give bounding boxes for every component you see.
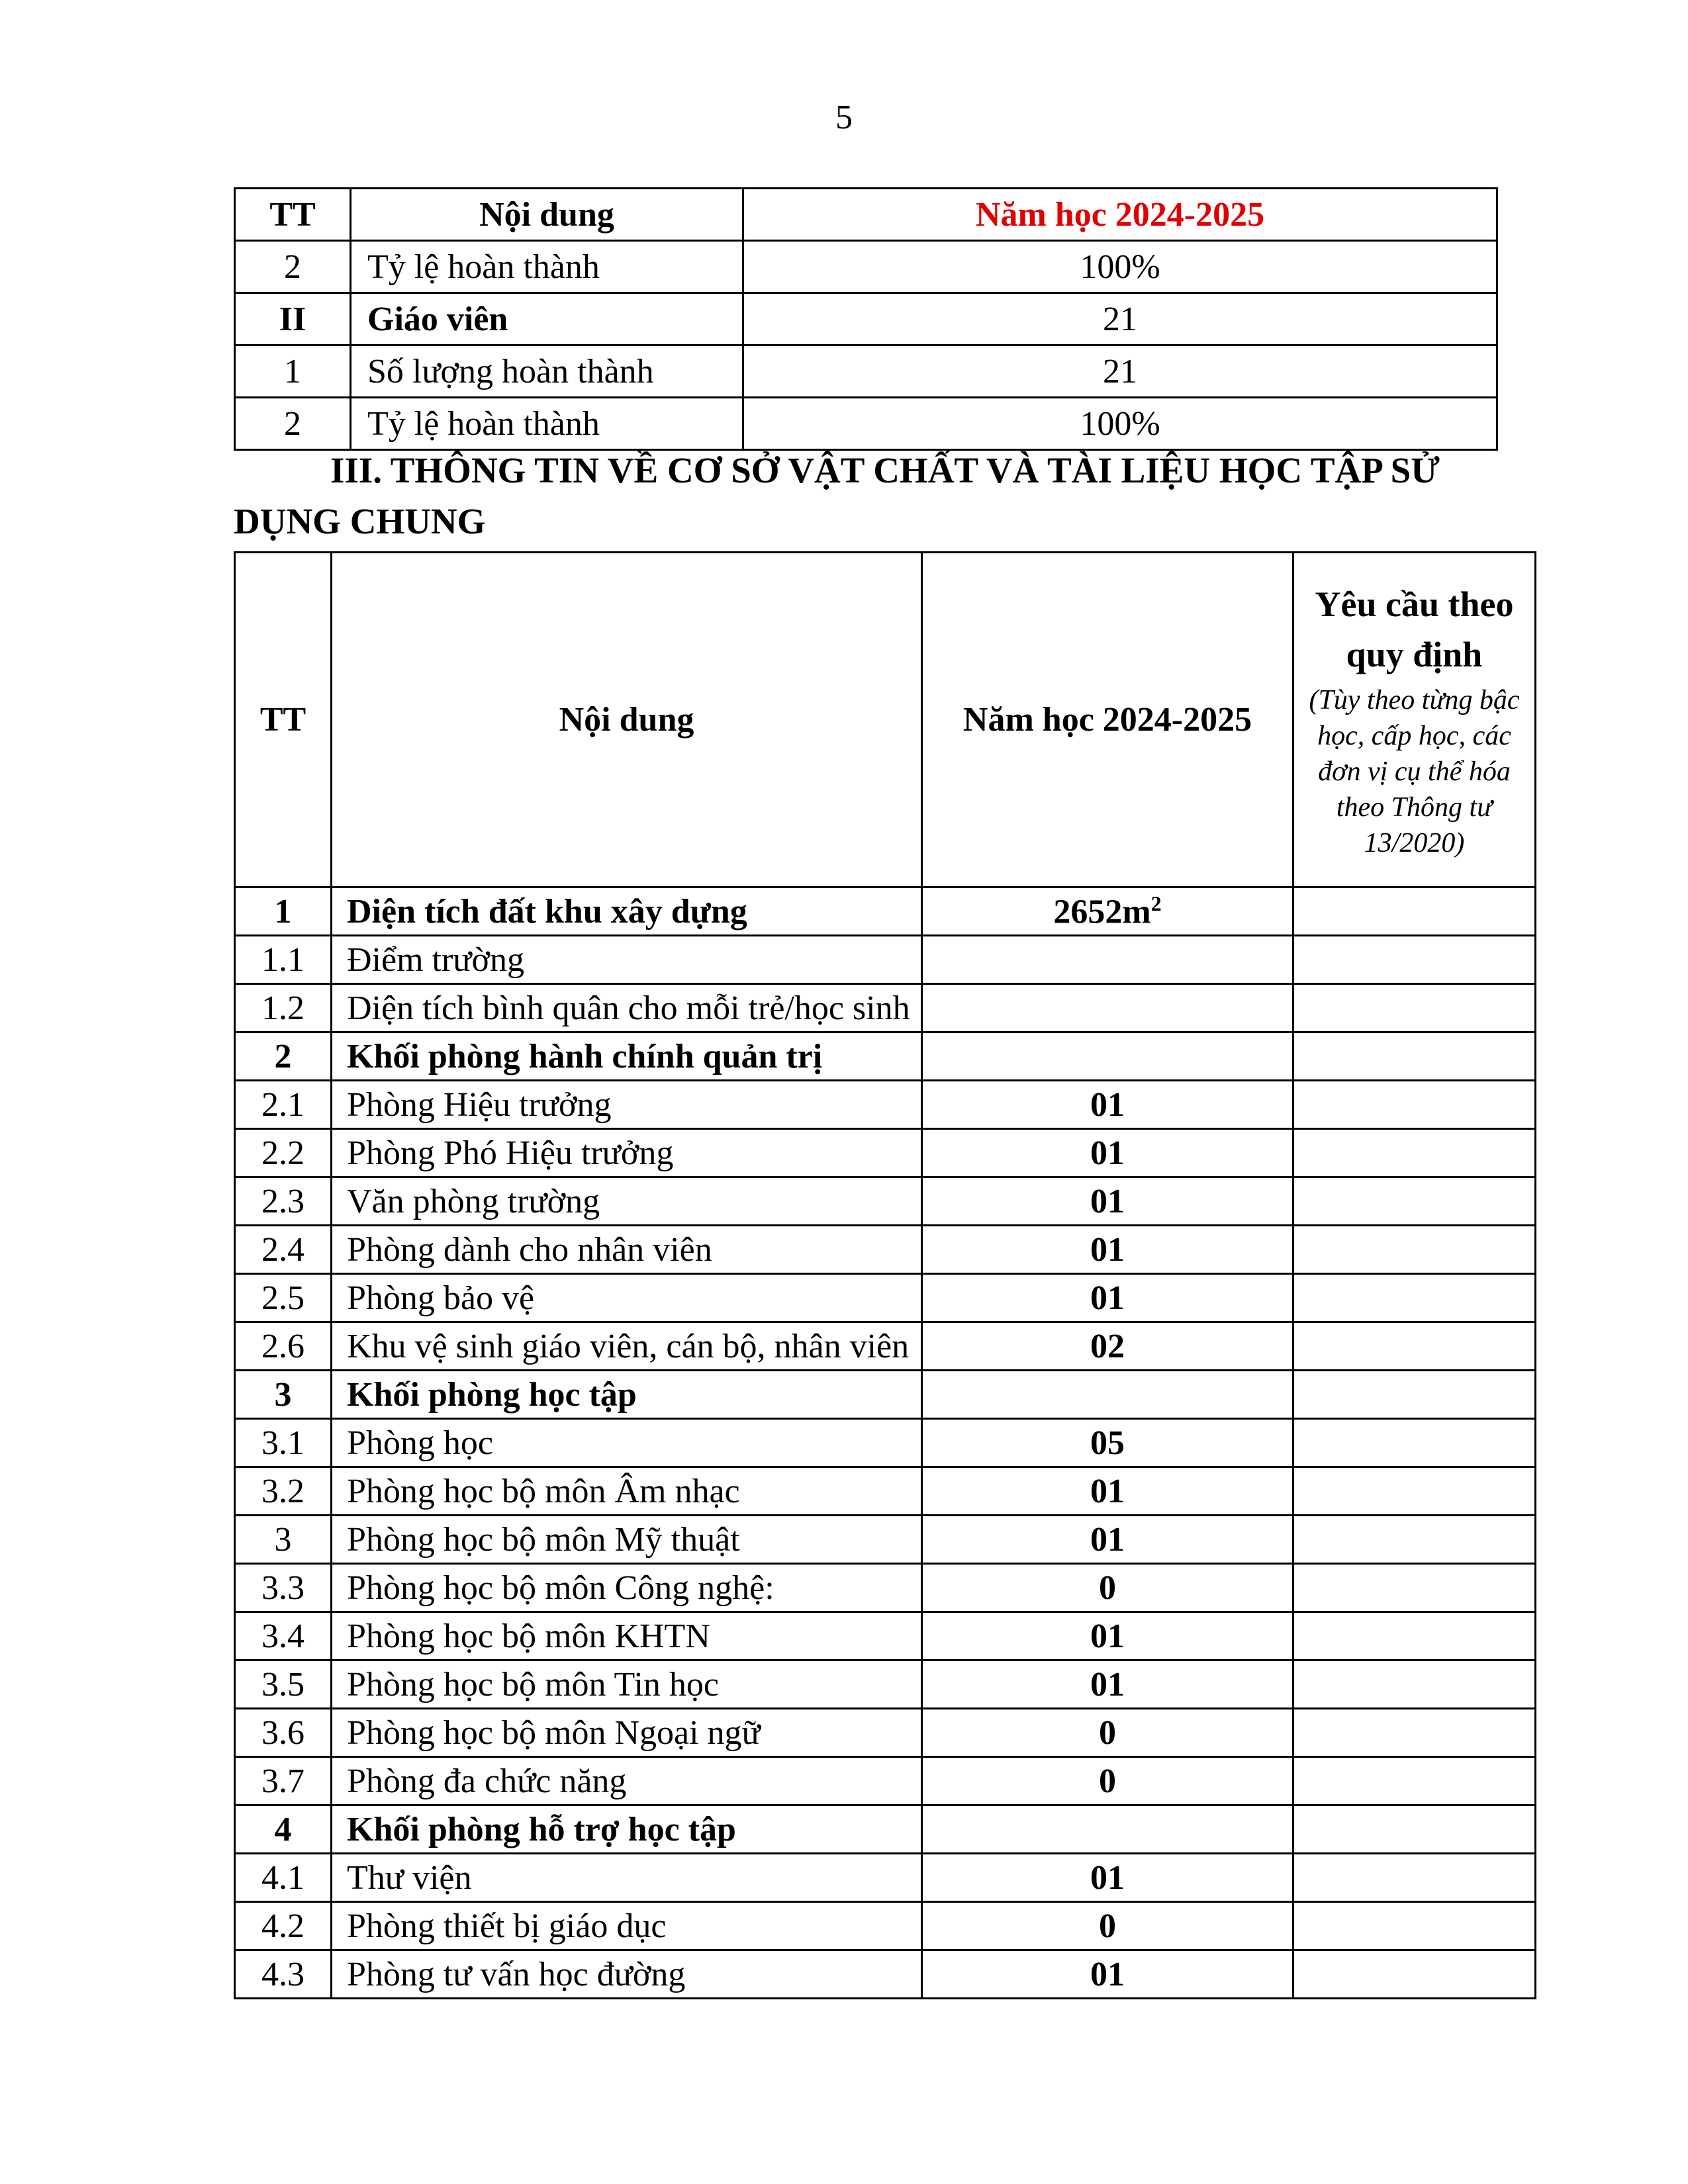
table-row <box>235 984 1536 1032</box>
cell-value-text: 05 <box>1090 1424 1125 1462</box>
table-row <box>235 1805 1536 1854</box>
cell-tt: II <box>235 293 351 345</box>
cell-requirement <box>1293 1419 1536 1467</box>
cell-value <box>922 1419 1293 1467</box>
cell-tt: 4.1 <box>235 1854 332 1902</box>
cell-value-text: 01 <box>1090 1520 1125 1559</box>
table-row <box>235 887 1536 936</box>
cell-content: Phòng học bộ môn Mỹ thuật <box>332 1516 922 1564</box>
cell-value-text: 0 <box>1099 1713 1116 1752</box>
cell-value <box>922 887 1293 936</box>
cell-content: Phòng Phó Hiệu trưởng <box>332 1129 922 1177</box>
cell-value <box>922 1129 1293 1177</box>
cell-value <box>922 1226 1293 1274</box>
cell-requirement <box>1293 1032 1536 1081</box>
table-row <box>235 1032 1536 1081</box>
cell-tt: 4.2 <box>235 1902 332 1950</box>
cell-requirement <box>1293 1177 1536 1226</box>
table-row <box>235 398 1497 450</box>
cell-content: Thư viện <box>332 1854 922 1902</box>
cell-value: 21 <box>743 345 1497 398</box>
cell-value <box>922 1612 1293 1661</box>
cell-tt: 3.6 <box>235 1709 332 1757</box>
table-row <box>235 1661 1536 1709</box>
facilities-table <box>234 551 1536 1999</box>
table-row <box>235 293 1497 345</box>
cell-tt: 3 <box>235 1516 332 1564</box>
header-content: Nội dung <box>332 553 922 887</box>
cell-value <box>922 1902 1293 1950</box>
cell-content: Tỷ lệ hoàn thành <box>351 398 743 450</box>
table-row <box>235 1902 1536 1950</box>
cell-tt: 1 <box>235 345 351 398</box>
cell-value-text: 01 <box>1090 1472 1125 1510</box>
cell-value <box>922 1177 1293 1226</box>
cell-content: Phòng học bộ môn Ngoại ngữ <box>332 1709 922 1757</box>
section-heading <box>234 445 1538 547</box>
table-row <box>235 1612 1536 1661</box>
cell-tt: 2.4 <box>235 1226 332 1274</box>
cell-requirement <box>1293 1081 1536 1129</box>
cell-content: Phòng đa chức năng <box>332 1757 922 1805</box>
cell-tt: 3 <box>235 1371 332 1419</box>
cell-value: 100% <box>743 398 1497 450</box>
cell-requirement <box>1293 1516 1536 1564</box>
cell-content: Diện tích đất khu xây dựng <box>332 887 922 936</box>
requirement-note: (Tùy theo từng bậc học, cấp học, các đơn vị cụ thể hóa theo Thông tư 13/2020) <box>1309 684 1520 858</box>
table-row <box>235 1467 1536 1516</box>
cell-value <box>922 1274 1293 1322</box>
header-school-year: Năm học 2024-2025 <box>922 553 1293 887</box>
cell-content: Phòng học bộ môn Công nghệ: <box>332 1564 922 1612</box>
table-header-row <box>235 189 1497 241</box>
cell-value-text: 0 <box>1099 1907 1116 1945</box>
completion-table <box>234 187 1498 451</box>
section-heading-line-2: DỤNG CHUNG <box>234 501 486 541</box>
cell-value-text: 01 <box>1090 1665 1125 1704</box>
cell-content: Phòng thiết bị giáo dục <box>332 1902 922 1950</box>
cell-tt: 3.4 <box>235 1612 332 1661</box>
header-tt: TT <box>235 553 332 887</box>
cell-requirement <box>1293 887 1536 936</box>
cell-requirement <box>1293 1274 1536 1322</box>
table-row <box>235 1854 1536 1902</box>
cell-tt: 2 <box>235 398 351 450</box>
cell-content: Phòng học <box>332 1419 922 1467</box>
table-row <box>235 1757 1536 1805</box>
cell-value <box>922 1516 1293 1564</box>
cell-content: Điểm trường <box>332 936 922 984</box>
cell-value <box>922 936 1293 984</box>
cell-tt: 2 <box>235 241 351 293</box>
cell-content: Số lượng hoàn thành <box>351 345 743 398</box>
table-row <box>235 1177 1536 1226</box>
cell-tt: 3.1 <box>235 1419 332 1467</box>
cell-value <box>922 1854 1293 1902</box>
cell-content: Phòng học bộ môn Tin học <box>332 1661 922 1709</box>
cell-tt: 3.5 <box>235 1661 332 1709</box>
cell-requirement <box>1293 984 1536 1032</box>
cell-value <box>922 1322 1293 1371</box>
table-row <box>235 241 1497 293</box>
cell-value <box>922 1661 1293 1709</box>
cell-requirement <box>1293 1950 1536 1999</box>
header-tt: TT <box>235 189 351 241</box>
cell-value-superscript: 2 <box>1150 891 1162 915</box>
cell-requirement <box>1293 1709 1536 1757</box>
section-heading-line-1: III. THÔNG TIN VỀ CƠ SỞ VẬT CHẤT VÀ TÀI LIỆU HỌC TẬP SỬ <box>330 450 1440 490</box>
cell-value <box>922 1757 1293 1805</box>
cell-content: Phòng dành cho nhân viên <box>332 1226 922 1274</box>
cell-value-text: 0 <box>1099 1569 1116 1607</box>
table-row <box>235 1419 1536 1467</box>
cell-value <box>922 1081 1293 1129</box>
cell-requirement <box>1293 1902 1536 1950</box>
cell-content: Văn phòng trường <box>332 1177 922 1226</box>
cell-value: 21 <box>743 293 1497 345</box>
cell-tt: 2 <box>235 1032 332 1081</box>
table-row <box>235 1081 1536 1129</box>
table-row <box>235 1274 1536 1322</box>
cell-tt: 4.3 <box>235 1950 332 1999</box>
cell-content: Diện tích bình quân cho mỗi trẻ/học sinh <box>332 984 922 1032</box>
cell-content: Giáo viên <box>351 293 743 345</box>
table-row <box>235 1950 1536 1999</box>
cell-requirement <box>1293 1467 1536 1516</box>
cell-content: Khối phòng hỗ trợ học tập <box>332 1805 922 1854</box>
cell-requirement <box>1293 1371 1536 1419</box>
cell-tt: 2.6 <box>235 1322 332 1371</box>
cell-requirement <box>1293 1757 1536 1805</box>
cell-requirement <box>1293 1564 1536 1612</box>
table-row <box>235 345 1497 398</box>
cell-tt: 2.1 <box>235 1081 332 1129</box>
cell-value-text: 01 <box>1090 1182 1125 1220</box>
header-requirement <box>1293 553 1536 887</box>
cell-requirement <box>1293 1854 1536 1902</box>
cell-value-text: 01 <box>1090 1134 1125 1172</box>
cell-requirement <box>1293 1322 1536 1371</box>
cell-content: Phòng tư vấn học đường <box>332 1950 922 1999</box>
cell-tt: 1.1 <box>235 936 332 984</box>
cell-tt: 2.5 <box>235 1274 332 1322</box>
cell-value <box>922 1467 1293 1516</box>
table-row <box>235 1709 1536 1757</box>
cell-requirement <box>1293 1661 1536 1709</box>
cell-value <box>922 1371 1293 1419</box>
cell-value-text: 01 <box>1090 1085 1125 1124</box>
cell-content: Tỷ lệ hoàn thành <box>351 241 743 293</box>
table-row <box>235 1129 1536 1177</box>
cell-value-text: 2652m <box>1053 893 1151 931</box>
cell-value-text: 01 <box>1090 1858 1125 1897</box>
cell-value <box>922 1564 1293 1612</box>
cell-value <box>922 1805 1293 1854</box>
cell-value-text: 01 <box>1090 1955 1125 1993</box>
cell-value <box>922 1709 1293 1757</box>
table-row <box>235 1516 1536 1564</box>
cell-value <box>922 984 1293 1032</box>
cell-content: Phòng Hiệu trưởng <box>332 1081 922 1129</box>
cell-tt: 3.7 <box>235 1757 332 1805</box>
cell-value-text: 01 <box>1090 1617 1125 1655</box>
header-content: Nội dung <box>351 189 743 241</box>
cell-value <box>922 1950 1293 1999</box>
cell-value <box>922 1032 1293 1081</box>
cell-content: Phòng học bộ môn KHTN <box>332 1612 922 1661</box>
table-row <box>235 1564 1536 1612</box>
cell-content: Khu vệ sinh giáo viên, cán bộ, nhân viên <box>332 1322 922 1371</box>
table-row <box>235 1322 1536 1371</box>
cell-content: Phòng học bộ môn Âm nhạc <box>332 1467 922 1516</box>
cell-tt: 4 <box>235 1805 332 1854</box>
cell-tt: 2.2 <box>235 1129 332 1177</box>
cell-tt: 1 <box>235 887 332 936</box>
cell-requirement <box>1293 936 1536 984</box>
cell-requirement <box>1293 1612 1536 1661</box>
cell-tt: 2.3 <box>235 1177 332 1226</box>
cell-tt: 3.3 <box>235 1564 332 1612</box>
cell-value: 100% <box>743 241 1497 293</box>
table-row <box>235 1371 1536 1419</box>
cell-value-text: 01 <box>1090 1279 1125 1317</box>
table-row <box>235 936 1536 984</box>
table-header-row <box>235 553 1536 887</box>
cell-requirement <box>1293 1805 1536 1854</box>
cell-value-text: 02 <box>1090 1327 1125 1365</box>
requirement-title: Yêu cầu theo quy định <box>1315 584 1514 674</box>
page-number: 5 <box>835 99 853 136</box>
header-school-year: Năm học 2024-2025 <box>743 189 1497 241</box>
table-row <box>235 1226 1536 1274</box>
cell-content: Khối phòng học tập <box>332 1371 922 1419</box>
cell-content: Phòng bảo vệ <box>332 1274 922 1322</box>
cell-tt: 1.2 <box>235 984 332 1032</box>
cell-content: Khối phòng hành chính quản trị <box>332 1032 922 1081</box>
cell-value-text: 0 <box>1099 1762 1116 1800</box>
cell-tt: 3.2 <box>235 1467 332 1516</box>
cell-value-text: 01 <box>1090 1230 1125 1269</box>
cell-requirement <box>1293 1129 1536 1177</box>
cell-requirement <box>1293 1226 1536 1274</box>
